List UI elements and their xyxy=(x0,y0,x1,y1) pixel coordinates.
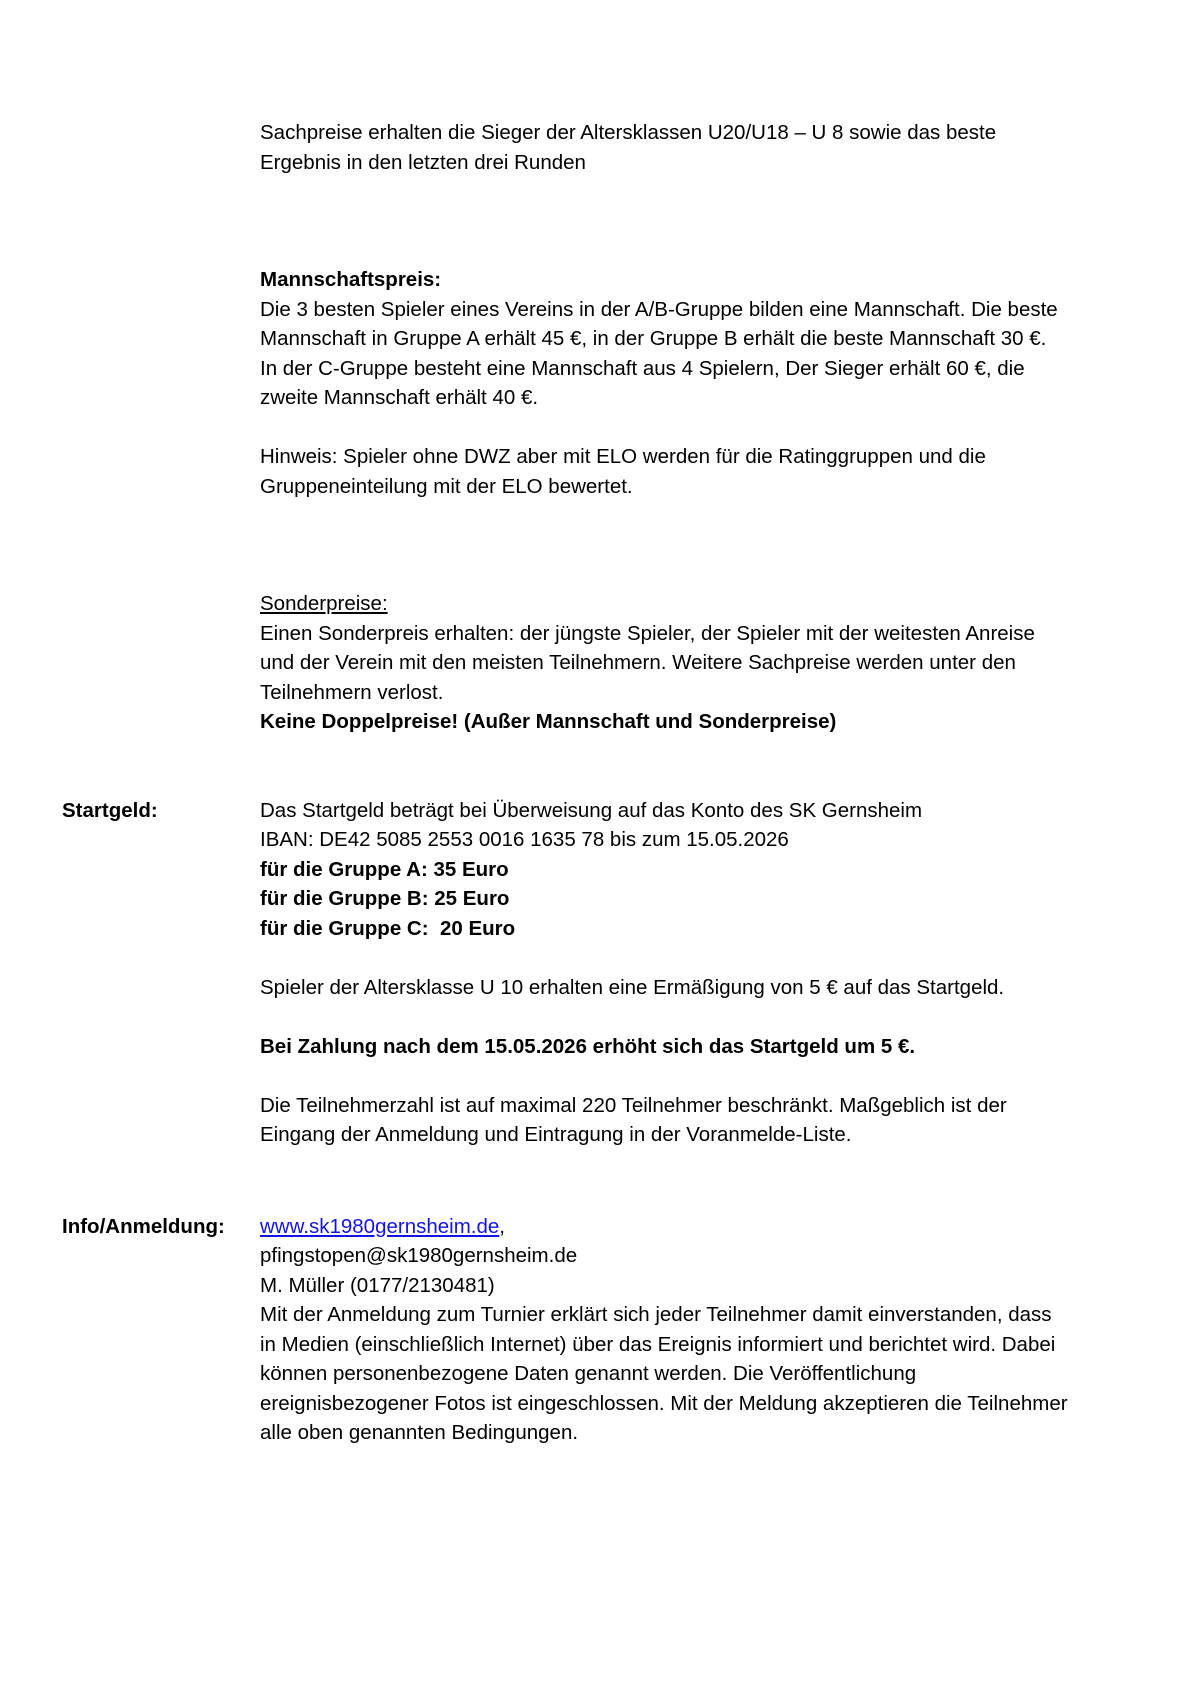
spacer-before-limit xyxy=(260,1061,1070,1091)
team-prize-block xyxy=(260,265,1070,501)
info-content xyxy=(260,1212,1070,1448)
team-prize-paragraph-2: In der C-Gruppe besteht eine Mannschaft aus 4 Spielern, Der Sieger erhält 60 €, die zweite Mannschaft erhält 40 €. xyxy=(260,356,1025,409)
info-label: Info/Anmeldung: xyxy=(62,1214,225,1238)
entry-fee-iban: IBAN: DE42 5085 2553 0016 1635 78 bis zum 15.05.2026 xyxy=(260,828,789,851)
info-website-line xyxy=(260,1212,1070,1242)
special-prizes-bold-note: Keine Doppelpreise! (Außer Mannschaft und Sonderpreise) xyxy=(260,710,837,733)
team-prize-note: Hinweis: Spieler ohne DWZ aber mit ELO werden für die Ratinggruppen und die Gruppeneinteilung mit der ELO bewertet. xyxy=(260,445,986,498)
spacer-before-late-payment xyxy=(260,1002,1070,1032)
spacer-before-discount xyxy=(260,943,1070,973)
entry-fee-group-a: für die Gruppe A: 35 Euro xyxy=(260,857,509,881)
spacer-before-info xyxy=(62,1150,1070,1212)
website-link[interactable]: www.sk1980gernsheim.de xyxy=(260,1214,500,1238)
special-prizes-heading-wrap xyxy=(260,589,1070,619)
info-email: pfingstopen@sk1980gernsheim.de xyxy=(260,1244,578,1267)
team-prize-paragraph-1: Die 3 besten Spieler eines Vereins in der A/B-Gruppe bilden eine Mannschaft. Die beste Mannschaft in Gruppe A erhält 45 €, in der Gruppe B erhält die beste Mannschaft 30 €. xyxy=(260,297,1058,350)
info-contact: M. Müller (0177/2130481) xyxy=(260,1273,495,1297)
intro-block xyxy=(260,118,1070,177)
entry-fee-row xyxy=(62,796,1070,1150)
special-prizes-paragraph: Einen Sonderpreis erhalten: der jüngste Spieler, der Spieler mit der weitesten Anreise und der Verein mit den meisten Teilnehmern. Weitere Sachpreise werden unter den Teilnehmern verlost. xyxy=(260,621,1035,704)
team-prize-heading: Mannschaftspreis: xyxy=(260,268,442,291)
intro-paragraph: Sachpreise erhalten die Sieger der Altersklassen U20/U18 – U 8 sowie das beste Ergebnis in den letzten drei Runden xyxy=(260,121,997,174)
special-prizes-heading: Sonderpreise: xyxy=(260,592,388,615)
entry-fee-group-c: für die Gruppe C: 20 Euro xyxy=(260,916,516,940)
entry-fee-line-1: Das Startgeld beträgt bei Überweisung auf das Konto des SK Gernsheim xyxy=(260,798,923,822)
info-row xyxy=(62,1212,1070,1448)
entry-fee-label: Startgeld: xyxy=(62,798,158,822)
spacer-before-entry-fee xyxy=(62,737,1070,796)
entry-fee-discount: Spieler der Altersklasse U 10 erhalten eine Ermäßigung von 5 € auf das Startgeld. xyxy=(260,975,1005,999)
spacer-after-intro xyxy=(62,177,1070,265)
entry-fee-group-b: für die Gruppe B: 25 Euro xyxy=(260,887,510,910)
entry-fee-late-payment: Bei Zahlung nach dem 15.05.2026 erhöht sich das Startgeld um 5 €. xyxy=(260,1034,916,1058)
entry-fee-limit: Die Teilnehmerzahl ist auf maximal 220 Teilnehmer beschränkt. Maßgeblich ist der Eingang der Anmeldung und Eintragung in der Voranmelde-Liste. xyxy=(260,1093,1007,1146)
spacer-before-note xyxy=(260,413,1070,443)
spacer-after-team-prize xyxy=(62,501,1070,589)
special-prizes-block xyxy=(260,589,1070,737)
website-comma: , xyxy=(499,1214,505,1238)
info-consent: Mit der Anmeldung zum Turnier erklärt sich jeder Teilnehmer damit einverstanden, dass in Medien (einschließlich Internet) über das Ereignis informiert und berichtet wird. Dabei können personenbezogene Daten genannt werden. Die Veröffentlichung ereignisbezogener Fotos ist eingeschlossen. Mit der Meldung akzeptieren die Teilnehmer alle oben genannten Bedingungen. xyxy=(260,1303,1068,1444)
document-body xyxy=(62,118,1070,1448)
entry-fee-content xyxy=(260,796,1070,1150)
